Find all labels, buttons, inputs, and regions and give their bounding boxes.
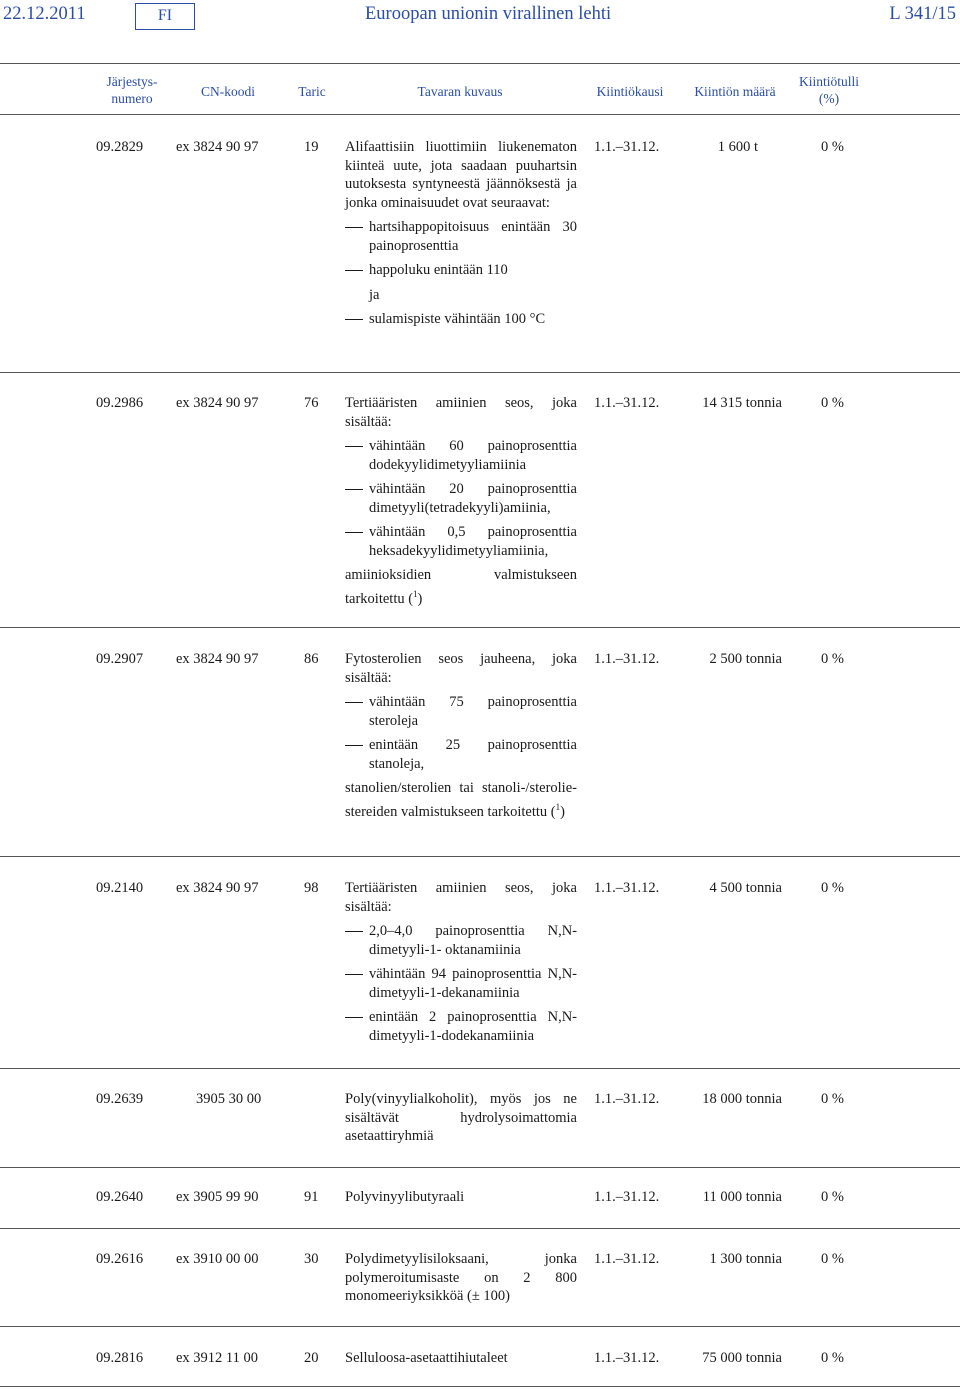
cn-code: ex 3824 90 97 xyxy=(176,880,259,896)
quota-period: 1.1.–31.12. xyxy=(594,1091,660,1107)
goods-description: Polydimetyylisiloksaani, jonka polymeroitumisaste on 2 800 monomeeriyksikköä (± 100) xyxy=(345,1251,577,1304)
taric-code: 19 xyxy=(304,139,319,155)
row-divider xyxy=(0,627,960,628)
description-connector: ja xyxy=(369,286,380,303)
quota-amount: 1 600 t xyxy=(717,139,758,155)
description-item: vähintään 75 painoprosenttia steroleja xyxy=(345,693,577,730)
description-item: vähintään 20 painoprosenttia dimetyyli(tetradekyyli)amiinia, xyxy=(345,480,577,517)
description-item: 2,0–4,0 painoprosenttia N,N-dimetyyli-1- oktanamiinia xyxy=(345,922,577,959)
taric-code: 86 xyxy=(304,651,319,667)
page-number: L 341/15 xyxy=(889,4,956,24)
quota-period: 1.1.–31.12. xyxy=(594,1350,660,1366)
col-quota-period: Kiintiökausi xyxy=(596,84,664,99)
order-number: 09.2640 xyxy=(96,1189,144,1205)
description-item: hartsihappopitoisuus enintään 30 painoprosenttia xyxy=(345,218,577,255)
cn-code: ex 3910 00 00 xyxy=(176,1251,259,1267)
row-divider xyxy=(0,1386,960,1387)
row-divider xyxy=(0,856,960,857)
order-number: 09.2907 xyxy=(96,651,144,667)
language-badge: FI xyxy=(135,3,195,30)
quota-period: 1.1.–31.12. xyxy=(594,1251,660,1267)
row-divider xyxy=(0,1228,960,1229)
col-cn-code: CN-koodi xyxy=(201,84,255,99)
description-item: happoluku enintään 110 xyxy=(345,261,577,280)
taric-code: 91 xyxy=(304,1189,319,1205)
col-order-no: Järjestys- numero xyxy=(106,74,158,106)
quota-duty: 0 % xyxy=(821,139,844,155)
goods-description: Tertiääristen amiinien seos, joka sisältää: 2,0–4,0 painoprosenttia N,N-dimetyyli-1- oktanamiinia vähintään 94 painoprosenttia N,N-dimetyyli-1-dekanamiinia enintään 2 painoprosenttia N,N-dimetyyli-1-dodekanamiinia xyxy=(345,880,577,1044)
goods-description: Fytosterolien seos jauheena, joka sisältää: vähintään 75 painoprosenttia steroleja enintään 25 painoprosenttia stanoleja, stanolien/sterolien tai stanoli-/steroliestereiden valmistukseen tarkoitettu ($^1$) xyxy=(345,651,577,820)
goods-description: Alifaattisiin liuottimiin liukenematon kiinteä uute, jota saadaan puuhartsin uutoksesta syntyneestä jäännöksestä ja jonka ominaisuudet ovat seuraavat: hartsihappopitoisuus enintään 30 painoprosenttia happoluku enintään 110 ja sulamispiste vähintään 100 °C xyxy=(345,139,577,327)
order-number: 09.2986 xyxy=(96,395,144,411)
goods-description: Poly(vinyylialkoholit), myös jos ne sisältävät hydrolysoimattomia asetaattiryhmiä xyxy=(345,1091,577,1144)
cn-code: 3905 30 00 xyxy=(196,1091,262,1107)
cn-code: ex 3824 90 97 xyxy=(176,139,259,155)
description-item: vähintään 60 painoprosenttia dodekyylidimetyyliamiinia xyxy=(345,437,577,474)
description-item: enintään 2 painoprosenttia N,N-dimetyyli-1-dodekanamiinia xyxy=(345,1008,577,1045)
quota-period: 1.1.–31.12. xyxy=(594,395,660,411)
quota-duty: 0 % xyxy=(821,1091,844,1107)
quota-period: 1.1.–31.12. xyxy=(594,651,660,667)
col-quota-amount: Kiintiön määrä xyxy=(694,84,776,99)
footnote-marker: 1 xyxy=(413,588,418,599)
quota-duty: 0 % xyxy=(821,395,844,411)
row-divider xyxy=(0,1068,960,1069)
quota-duty: 0 % xyxy=(821,1251,844,1267)
quota-duty: 0 % xyxy=(821,880,844,896)
row-divider xyxy=(0,1326,960,1327)
quota-amount: 75 000 tonnia xyxy=(702,1350,782,1366)
taric-code: 76 xyxy=(304,395,319,411)
description-item: sulamispiste vähintään 100 °C xyxy=(345,310,577,329)
cn-code: ex 3905 99 90 xyxy=(176,1189,259,1205)
cn-code: ex 3824 90 97 xyxy=(176,651,259,667)
col-description: Tavaran kuvaus xyxy=(417,84,503,99)
quota-amount: 2 500 tonnia xyxy=(709,651,782,667)
order-number: 09.2816 xyxy=(96,1350,144,1366)
order-number: 09.2140 xyxy=(96,880,144,896)
order-number: 09.2829 xyxy=(96,139,144,155)
journal-title: Euroopan unionin virallinen lehti xyxy=(365,4,612,24)
quota-period: 1.1.–31.12. xyxy=(594,139,660,155)
quota-duty: 0 % xyxy=(821,1350,844,1366)
taric-code: 30 xyxy=(304,1251,319,1267)
taric-code: 20 xyxy=(304,1350,319,1366)
quota-amount: 4 500 tonnia xyxy=(709,880,782,896)
quota-amount: 14 315 tonnia xyxy=(702,395,782,411)
goods-description: Selluloosa-asetaattihiutaleet xyxy=(345,1350,508,1366)
quota-amount: 11 000 tonnia xyxy=(702,1189,782,1205)
description-item: enintään 25 painoprosenttia stanoleja, xyxy=(345,736,577,773)
goods-description: Polyvinyylibutyraali xyxy=(345,1189,465,1205)
quota-amount: 18 000 tonnia xyxy=(702,1091,782,1107)
cn-code: ex 3824 90 97 xyxy=(176,395,259,411)
col-quota-duty: Kiintiötulli (%) xyxy=(798,74,859,106)
row-divider xyxy=(0,1167,960,1168)
goods-description: Tertiääristen amiinien seos, joka sisältää: vähintään 60 painoprosenttia dodekyylidimetyyliamiinia vähintään 20 painoprosenttia dimetyyli(tetradekyyli)amiinia, vähintään 0,5 painoprosenttia heksadekyylidimetyyliamiinia, amiinioksidien valmistukseen tarkoitettu ($^1$) xyxy=(345,395,577,607)
quota-duty: 0 % xyxy=(821,1189,844,1205)
cn-code: ex 3912 11 00 xyxy=(176,1350,259,1366)
quota-period: 1.1.–31.12. xyxy=(594,880,660,896)
order-number: 09.2616 xyxy=(96,1251,144,1267)
header-bottom-rule xyxy=(0,114,960,115)
description-item: vähintään 94 painoprosenttia N,N-dimetyyli-1-dekanamiinia xyxy=(345,965,577,1002)
quota-amount: 1 300 tonnia xyxy=(709,1251,782,1267)
footnote-marker: 1 xyxy=(555,801,561,812)
quota-period: 1.1.–31.12. xyxy=(594,1189,660,1205)
col-taric: Taric xyxy=(298,84,326,99)
publication-date: 22.12.2011 xyxy=(3,4,86,24)
taric-code: 98 xyxy=(304,880,319,896)
quota-duty: 0 % xyxy=(821,651,844,667)
row-divider xyxy=(0,372,960,373)
description-item: vähintään 0,5 painoprosenttia heksadekyylidimetyyliamiinia, xyxy=(345,523,577,560)
header-top-rule xyxy=(0,63,960,64)
order-number: 09.2639 xyxy=(96,1091,144,1107)
